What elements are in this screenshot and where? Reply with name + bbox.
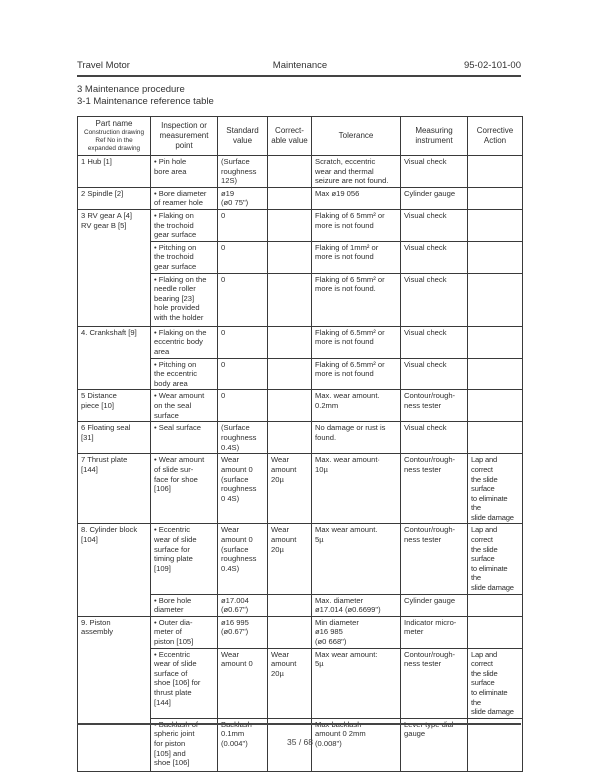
cell-standard: ø17.004 (ø0.67") [218, 594, 268, 616]
column-header-instrument: Measuring instrument [401, 117, 468, 156]
cell-tolerance: amount 0 2mm (0.008") [312, 718, 401, 771]
cell-standard: 0 [218, 358, 268, 390]
table-row [78, 209, 523, 241]
cell-action [468, 241, 523, 273]
part-name-sublabel: Construction drawing Ref No in the expanded drawing [83, 129, 145, 152]
cell-action [468, 156, 523, 188]
cell-point: • Pitching on the trochoid gear surface [151, 241, 218, 273]
cell-instrument: Cylinder gauge [401, 187, 468, 209]
cell-correctable [268, 326, 312, 358]
cell-correctable [268, 273, 312, 326]
cell-tolerance: Flaking of 6.5mm² or more is not found [312, 358, 401, 390]
cell-standard: Wear amount 0 (surface roughness 0.4S) [218, 524, 268, 594]
cell-point: • Eccentric wear of slide surface of shoe [106] for thrust plate [144] [151, 648, 218, 718]
cell-instrument: gauge [401, 718, 468, 771]
header-section: Maintenance [272, 60, 328, 71]
section-title: 3 Maintenance procedure [77, 84, 185, 95]
cell-standard: 0 [218, 241, 268, 273]
cell-tolerance: Scratch, eccentric wear and thermal seizure are not found. [312, 156, 401, 188]
table-row [78, 422, 523, 454]
cell-instrument: Visual check [401, 326, 468, 358]
cell-standard: 0 [218, 326, 268, 358]
column-header-action: Corrective Action [468, 117, 523, 156]
cell-correctable [268, 390, 312, 422]
table-row [78, 156, 523, 188]
cell-instrument: Visual check [401, 273, 468, 326]
header-doc-number: 95-02-101-00 [463, 60, 521, 71]
cell-standard: 0 [218, 209, 268, 241]
cell-instrument: Visual check [401, 209, 468, 241]
cell-correctable [268, 241, 312, 273]
cell-part-name: 6 Floating seal [31] [78, 422, 151, 454]
part-name-label: Part name [95, 119, 133, 128]
cell-tolerance: No damage or rust is found. [312, 422, 401, 454]
cell-point: • Flaking on the trochoid gear surface [151, 209, 218, 241]
cell-instrument: Cylinder gauge [401, 594, 468, 616]
table-row [78, 524, 523, 594]
cell-action [468, 594, 523, 616]
cell-point: • Flaking on the eccentric body area [151, 326, 218, 358]
cell-tolerance: Flaking of 1mm² or more is not found [312, 241, 401, 273]
cell-tolerance: Flaking of 6 5mm² or more is not found. [312, 273, 401, 326]
column-header-inspection: Inspection or measurement point [151, 117, 218, 156]
cell-correctable [268, 594, 312, 616]
cell-correctable: Wear amount 20µ [268, 524, 312, 594]
cell-correctable: Wear amount 20µ [268, 648, 312, 718]
section-subtitle: 3-1 Maintenance reference table [77, 96, 214, 107]
cell-part-name: 3 RV gear A [4] RV gear B [5] [78, 209, 151, 326]
cell-action [468, 187, 523, 209]
cell-part-name: 4. Crankshaft [9] [78, 326, 151, 390]
cell-tolerance: Max. diameter ø17.014 (ø0.6699") [312, 594, 401, 616]
table-row [78, 187, 523, 209]
cell-standard: (Surface roughness 0.4S) [218, 422, 268, 454]
cell-standard: ø16 995 (ø0.67") [218, 616, 268, 648]
column-header-tolerance: Tolerance [312, 117, 401, 156]
cell-standard: Wear amount 0 (surface roughness 0 4S) [218, 454, 268, 524]
cell-correctable [268, 209, 312, 241]
footer-rule [77, 723, 521, 725]
table-header-row [78, 117, 523, 156]
cell-tolerance: Max ø19 056 [312, 187, 401, 209]
cell-tolerance: Flaking of 6.5mm² or more is not found [312, 326, 401, 358]
cell-instrument: Contour/rough- ness tester [401, 454, 468, 524]
cell-point: • Wear amount of slide sur- face for shoe [106] [151, 454, 218, 524]
cell-part-name: 1 Hub [1] [78, 156, 151, 188]
cell-part-name: 8. Cylinder block [104] [78, 524, 151, 616]
table-row [78, 390, 523, 422]
cell-instrument: Indicator micro- meter [401, 616, 468, 648]
cell-action [468, 390, 523, 422]
cell-standard: 0 [218, 273, 268, 326]
cell-point: • Seal surface [151, 422, 218, 454]
cell-instrument: Visual check [401, 422, 468, 454]
cell-correctable [268, 156, 312, 188]
cell-point: • Outer dia- meter of piston [105] [151, 616, 218, 648]
cell-point: • Pin hole bore area [151, 156, 218, 188]
cell-action [468, 616, 523, 648]
cell-instrument: Visual check [401, 241, 468, 273]
cell-action [468, 358, 523, 390]
cell-part-name: 9. Piston assembly [78, 616, 151, 771]
cell-point: • Bore hole diameter [151, 594, 218, 616]
cell-correctable [268, 616, 312, 648]
page-number: 35 / 68 [287, 737, 313, 747]
cell-standard: Wear amount 0 [218, 648, 268, 718]
cell-instrument: Contour/rough- ness tester [401, 390, 468, 422]
cell-tolerance: Min diameter ø16 985 (ø0 668") [312, 616, 401, 648]
cell-part-name: 2 Spindle [2] [78, 187, 151, 209]
cell-standard: ø19 (ø0 75") [218, 187, 268, 209]
maintenance-reference-table [77, 116, 523, 772]
cell-instrument: Contour/rough- ness tester [401, 648, 468, 718]
cell-action [468, 326, 523, 358]
cell-part-name: 7 Thrust plate [144] [78, 454, 151, 524]
cell-standard: (Surface roughness 12S) [218, 156, 268, 188]
cell-instrument: Contour/rough- ness tester [401, 524, 468, 594]
table-row [78, 454, 523, 524]
cell-action: Lap and correct the slide surface to eliminate the slide damage [468, 648, 523, 718]
table-row [78, 616, 523, 648]
cell-standard: 0.1mm (0.004") [218, 718, 268, 771]
cell-action: Lap and correct the slide surface to eliminate the slide damage [468, 454, 523, 524]
header-rule [77, 75, 521, 77]
table-row [78, 326, 523, 358]
cell-point: spheric joint for piston [105] and shoe [106] [151, 718, 218, 771]
column-header-correctable: Correct- able value [268, 117, 312, 156]
cell-tolerance: Max wear amount. 5µ [312, 524, 401, 594]
cell-action: Lap and correct the slide surface to eliminate the slide damage [468, 524, 523, 594]
cell-standard: 0 [218, 390, 268, 422]
cell-point: • Eccentric wear of slide surface for timing plate [109] [151, 524, 218, 594]
column-header-standard: Standard value [218, 117, 268, 156]
cell-tolerance: Max. wear amount· 10µ [312, 454, 401, 524]
cell-tolerance: Max. wear amount. 0.2mm [312, 390, 401, 422]
cell-point: • Flaking on the needle roller bearing [23] hole provided with the holder [151, 273, 218, 326]
cell-action [468, 422, 523, 454]
cell-correctable [268, 187, 312, 209]
cell-instrument: Visual check [401, 358, 468, 390]
cell-tolerance: Max wear amount: 5µ [312, 648, 401, 718]
cell-point: • Bore diameter of reamer hole [151, 187, 218, 209]
cell-correctable: Wear amount 20µ [268, 454, 312, 524]
cell-instrument: Visual check [401, 156, 468, 188]
cell-action [468, 209, 523, 241]
column-header-part-name [78, 117, 151, 156]
cell-action [468, 273, 523, 326]
cell-correctable [268, 358, 312, 390]
cell-correctable [268, 422, 312, 454]
cell-point: • Pitching on the eccentric body area [151, 358, 218, 390]
header-title: Travel Motor [77, 60, 130, 71]
cell-point: • Wear amount on the seal surface [151, 390, 218, 422]
cell-tolerance: Flaking of 6 5mm² or more is not found [312, 209, 401, 241]
cell-part-name: 5 Distance piece [10] [78, 390, 151, 422]
